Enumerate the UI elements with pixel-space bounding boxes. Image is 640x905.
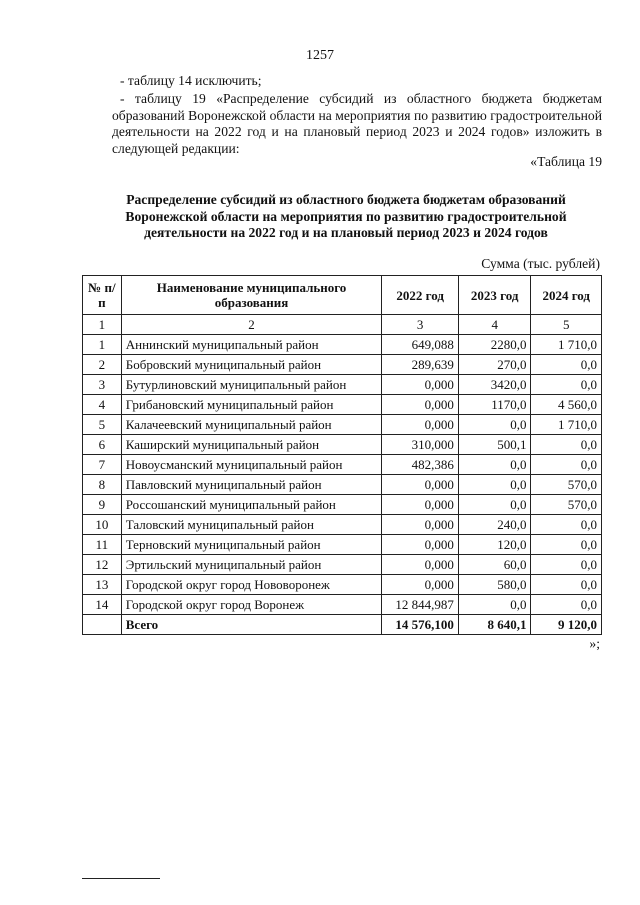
table-row xyxy=(83,435,602,455)
row-2024: 0,0 xyxy=(531,375,602,395)
column-number: 2 xyxy=(121,315,382,335)
row-2022: 0,000 xyxy=(382,575,459,595)
table-row xyxy=(83,535,602,555)
row-2024: 1 710,0 xyxy=(531,415,602,435)
row-municipality: Каширский муниципальный район xyxy=(121,435,382,455)
table-row xyxy=(83,455,602,475)
row-2023: 580,0 xyxy=(458,575,531,595)
table-row xyxy=(83,475,602,495)
row-2023: 0,0 xyxy=(458,595,531,615)
row-2023: 1170,0 xyxy=(458,395,531,415)
row-municipality: Россошанский муниципальный район xyxy=(121,495,382,515)
row-number: 14 xyxy=(83,595,122,615)
row-2022: 649,088 xyxy=(382,335,459,355)
row-number: 6 xyxy=(83,435,122,455)
row-municipality: Новоусманский муниципальный район xyxy=(121,455,382,475)
header-2022: 2022 год xyxy=(382,276,459,315)
column-number: 5 xyxy=(531,315,602,335)
row-number: 5 xyxy=(83,415,122,435)
row-2023: 270,0 xyxy=(458,355,531,375)
total-row xyxy=(83,615,602,635)
table-row xyxy=(83,355,602,375)
table-row xyxy=(83,575,602,595)
row-2024: 0,0 xyxy=(531,355,602,375)
column-number: 1 xyxy=(83,315,122,335)
row-municipality: Терновский муниципальный район xyxy=(121,535,382,555)
row-2022: 0,000 xyxy=(382,495,459,515)
total-2022: 14 576,100 xyxy=(382,615,459,635)
paragraph-table-19-amendment: - таблицу 19 «Распределение субсидий из областного бюджета бюджетам образований Воронежской области на мероприятия по развитию градостроительной деятельности на 2022 год и на плановый период 2023 и 2024 годов» изложить в следующей редакции: xyxy=(112,91,602,156)
table-row xyxy=(83,415,602,435)
row-2024: 0,0 xyxy=(531,515,602,535)
row-2022: 0,000 xyxy=(382,535,459,555)
table-header-row xyxy=(83,276,602,315)
row-2023: 3420,0 xyxy=(458,375,531,395)
row-number: 2 xyxy=(83,355,122,375)
total-label: Всего xyxy=(121,615,382,635)
table-row xyxy=(83,395,602,415)
row-2022: 0,000 xyxy=(382,555,459,575)
header-2023: 2023 год xyxy=(458,276,531,315)
row-2023: 0,0 xyxy=(458,495,531,515)
row-municipality: Аннинский муниципальный район xyxy=(121,335,382,355)
row-2022: 0,000 xyxy=(382,395,459,415)
row-municipality: Эртильский муниципальный район xyxy=(121,555,382,575)
row-2024: 570,0 xyxy=(531,475,602,495)
table-row xyxy=(83,595,602,615)
row-municipality: Павловский муниципальный район xyxy=(121,475,382,495)
table-row xyxy=(83,375,602,395)
row-number: 11 xyxy=(83,535,122,555)
total-2024: 9 120,0 xyxy=(531,615,602,635)
row-number: 10 xyxy=(83,515,122,535)
row-number: 7 xyxy=(83,455,122,475)
row-2024: 0,0 xyxy=(531,455,602,475)
header-number: № п/п xyxy=(83,276,122,315)
header-municipality: Наименование муниципального образования xyxy=(121,276,382,315)
row-municipality: Бобровский муниципальный район xyxy=(121,355,382,375)
row-number: 4 xyxy=(83,395,122,415)
row-municipality: Грибановский муниципальный район xyxy=(121,395,382,415)
row-2023: 500,1 xyxy=(458,435,531,455)
table-row xyxy=(83,515,602,535)
row-municipality: Городской округ город Воронеж xyxy=(121,595,382,615)
table-heading: Распределение субсидий из областного бюджета бюджетам образований Воронежской области на мероприятия по развитию градостроительной деятельности на 2022 год и на плановый период 2023 и 2024 годов xyxy=(125,192,567,241)
footnote-separator-line xyxy=(82,878,160,879)
row-2024: 0,0 xyxy=(531,435,602,455)
row-2023: 120,0 xyxy=(458,535,531,555)
column-number: 4 xyxy=(458,315,531,335)
column-numbers-row xyxy=(83,315,602,335)
paragraph-exclude-table-14: - таблицу 14 исключить; xyxy=(120,73,262,88)
row-municipality: Калачеевский муниципальный район xyxy=(121,415,382,435)
row-municipality: Бутурлиновский муниципальный район xyxy=(121,375,382,395)
row-2022: 0,000 xyxy=(382,475,459,495)
row-municipality: Городской округ город Нововоронеж xyxy=(121,575,382,595)
row-2024: 0,0 xyxy=(531,555,602,575)
row-2024: 570,0 xyxy=(531,495,602,515)
header-2024: 2024 год xyxy=(531,276,602,315)
row-2024: 4 560,0 xyxy=(531,395,602,415)
row-number: 8 xyxy=(83,475,122,495)
table-row xyxy=(83,555,602,575)
row-number: 9 xyxy=(83,495,122,515)
column-number: 3 xyxy=(382,315,459,335)
row-2022: 12 844,987 xyxy=(382,595,459,615)
table-body xyxy=(83,335,602,615)
table-row xyxy=(83,335,602,355)
row-2023: 60,0 xyxy=(458,555,531,575)
table-reference: «Таблица 19 xyxy=(530,154,602,169)
row-2024: 0,0 xyxy=(531,595,602,615)
row-number: 13 xyxy=(83,575,122,595)
row-2023: 0,0 xyxy=(458,455,531,475)
row-municipality: Таловский муниципальный район xyxy=(121,515,382,535)
row-2024: 0,0 xyxy=(531,535,602,555)
subsidies-table xyxy=(82,275,602,635)
row-2022: 289,639 xyxy=(382,355,459,375)
row-2023: 2280,0 xyxy=(458,335,531,355)
row-2023: 0,0 xyxy=(458,475,531,495)
table-row xyxy=(83,495,602,515)
row-number: 3 xyxy=(83,375,122,395)
row-2024: 1 710,0 xyxy=(531,335,602,355)
row-2023: 240,0 xyxy=(458,515,531,535)
row-2022: 482,386 xyxy=(382,455,459,475)
page-number: 1257 xyxy=(306,48,334,63)
units-label: Сумма (тыс. рублей) xyxy=(481,256,600,271)
row-2022: 310,000 xyxy=(382,435,459,455)
closing-quote: »; xyxy=(589,636,600,651)
row-number: 1 xyxy=(83,335,122,355)
row-2022: 0,000 xyxy=(382,415,459,435)
row-2022: 0,000 xyxy=(382,375,459,395)
total-number-cell xyxy=(83,615,122,635)
row-number: 12 xyxy=(83,555,122,575)
row-2024: 0,0 xyxy=(531,575,602,595)
row-2022: 0,000 xyxy=(382,515,459,535)
row-2023: 0,0 xyxy=(458,415,531,435)
total-2023: 8 640,1 xyxy=(458,615,531,635)
